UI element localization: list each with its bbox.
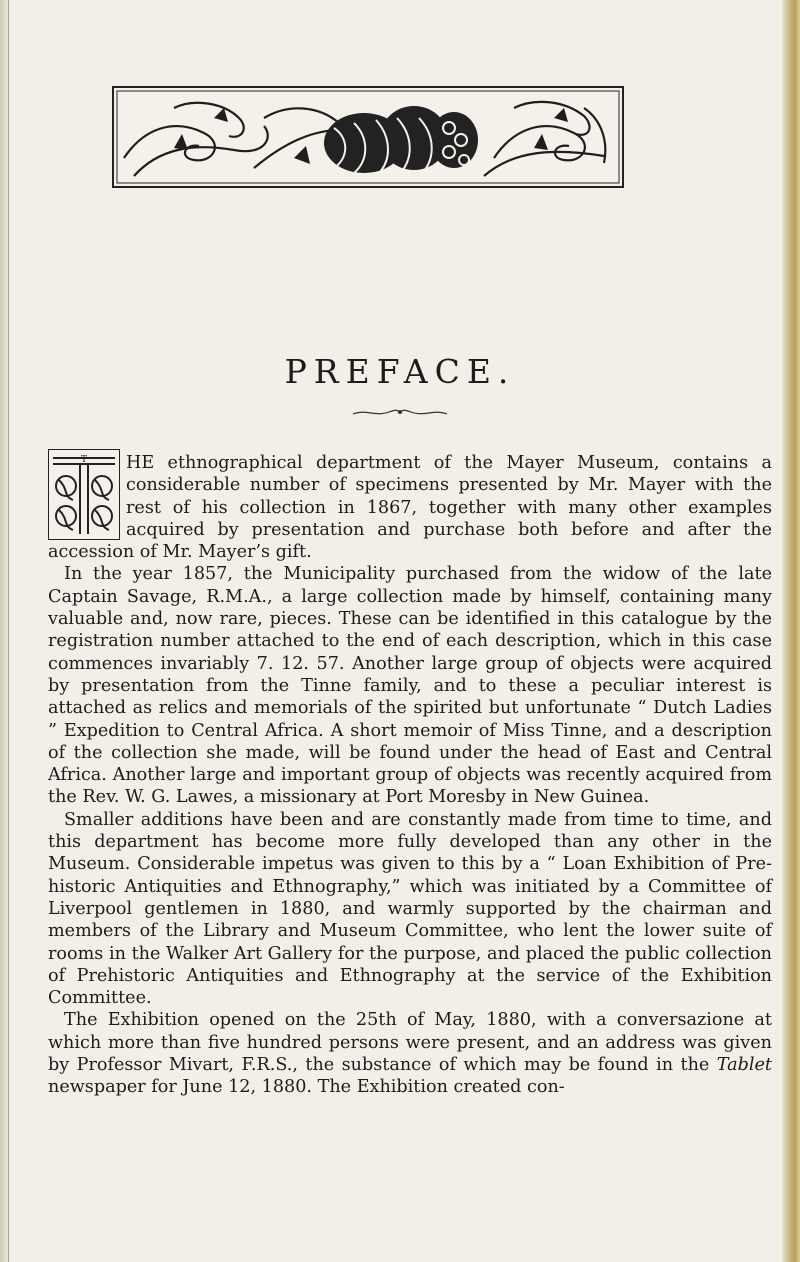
paragraph-2: In the year 1857, the Municipality purchased from the widow of the late Captain Savage, R.M.A., a large collection made by himself, containing many valuable and, now rare, pieces. These can be identified in this catalogue by the registration number attached to the end of each description, which in this case commences invariably 7. 12. 57. Another large group of objects were acquired by presentation from the Tinne family, and to these a peculiar interest is attached as relics and memorials of the spirited but unfortunate “ Dutch Ladies ” Expedition to Central Africa. A short memoir of Miss Tinne, and a description of the collection she made, will be found under the head of East and Central Africa. Another large and important group of objects was recently acquired from the Rev. W. G. Lawes, a missionary at Port Moresby in New Guinea. bbox=[48, 564, 772, 808]
paragraph-1-text: ethnographical department of the Mayer Museum, contains a considerable number of specimens presented by Mr. Mayer with the rest of his collection in 1867, together with many other examples acquired by presentation and purchase both before and after the accession of Mr. Mayer’s gift. bbox=[48, 453, 772, 563]
tablet-newspaper-title: Tablet bbox=[716, 1055, 772, 1076]
paragraph-1-lead: HE bbox=[126, 453, 155, 473]
drop-cap-spacer bbox=[48, 452, 126, 540]
preface-body bbox=[48, 452, 772, 1099]
title-flourish-ornament bbox=[351, 407, 449, 419]
paragraph-4 bbox=[48, 1009, 772, 1098]
ornamental-headpiece bbox=[112, 86, 624, 188]
paragraph-3: Smaller additions have been and are constantly made from time to time, and this department has become more fully developed than any other in the Museum. Considerable impetus was given to this by a “ Loan Exhibition of Pre-historic Antiquities and Ethnography,” which was initiated by a Committee of Liverpool gentlemen in 1880, and warmly supported by the chairman and members of the Library and Museum Committee, who lent the lower suite of rooms in the Walker Art Gallery for the purpose, and placed the public collection of Prehistoric Antiquities and Ethnography at the service of the Exhibition Committee. bbox=[48, 809, 772, 1009]
drop-cap-letter-text: T bbox=[80, 455, 88, 465]
page-right-edge bbox=[782, 0, 800, 1262]
page-left-edge bbox=[0, 0, 10, 1262]
paragraph-1 bbox=[48, 452, 772, 563]
paragraph-4-text-b: newspaper for June 12, 1880. The Exhibition created con- bbox=[48, 1077, 565, 1098]
cornucopia-foliage-engraving bbox=[114, 88, 622, 186]
paragraph-4-text-a: The Exhibition opened on the 25th of May, 1880, with a conversazione at which more than five hundred persons were present, and an address was given by Professor Mivart, F.R.S., the substance of which may be found in the bbox=[48, 1010, 772, 1076]
page-title: PREFACE. bbox=[284, 352, 516, 391]
